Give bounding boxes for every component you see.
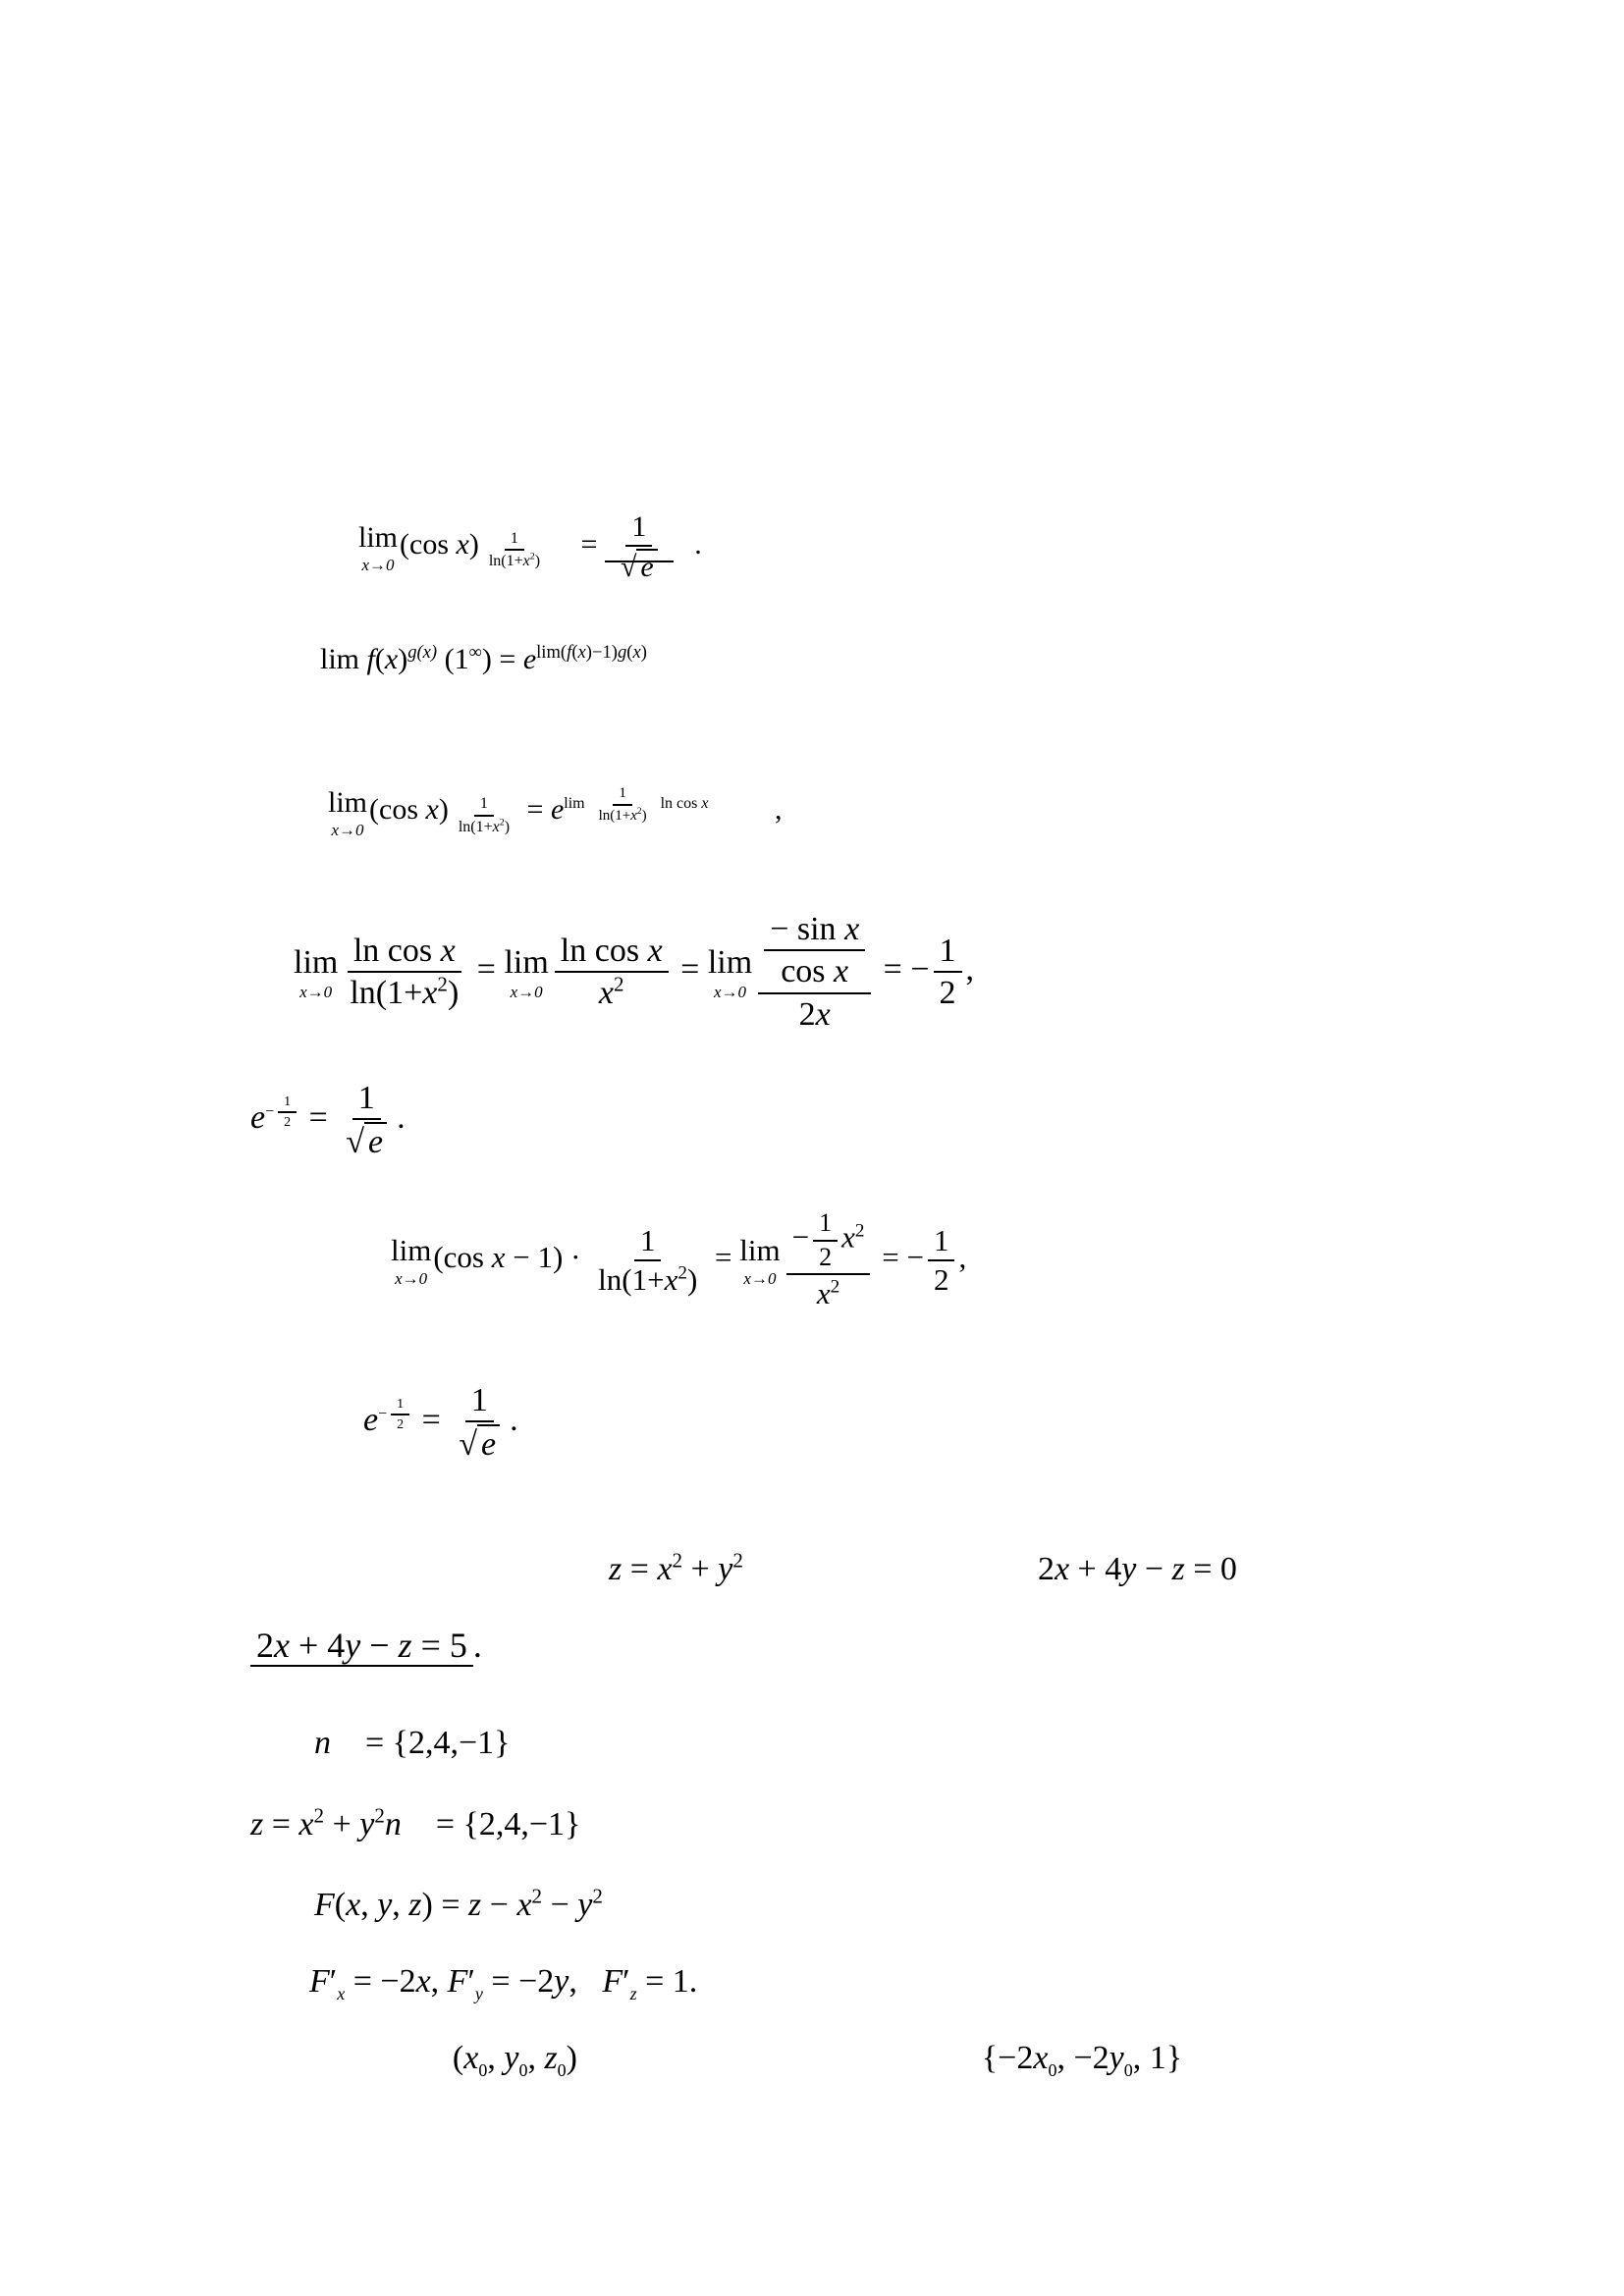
- p1-analysis-line1: $\lim f(x)^{g(x)}$ $(1^\infty) = e^{lim(f(x)-1)g(x)}$: [320, 642, 647, 675]
- problem-2-answer: 2x + 4y − z = 5 .: [250, 1625, 482, 1666]
- p1-detail1-line: lim x→0 (cos x) $\frac{1}{\ln(1+x^2)}$ = $e^{lim \frac{1}{\ln(1+x^2)} ln cos x}$ ,: [328, 785, 783, 839]
- p1-detail1-result: $e^{- \frac{1}{2}}$ = $\frac{1}{√ e}$ .: [250, 1080, 406, 1161]
- p2-partials: $F'_x = -2x$, $F'_y = -2y$, $F'_z = 1$.: [309, 1963, 698, 2003]
- p1-detail2-line: lim x→0 (cos x − 1) · $\frac{1}{\ln(1+x^2)}$ = lim x→0 − $\frac{1}{2}$ $x^2$ $x^2$ = − $\frac{1}{2}$ ,: [391, 1208, 967, 1311]
- p2-detail-line1: F(x, y, $z) = z - x^2 - y^2$: [314, 1884, 603, 1923]
- p1-detail1-chain: lim x→0 $\frac{\text{ln cos x}}{\ln(1+x^2)}$ = lim x→0 $\frac{\text{ln cos x}}{x^2}$ = lim x→0 $\frac{\frac{\text{− sin x}}{\text{cos x}}}{2x}$ = − $\frac{1}{2}$ ,: [294, 911, 975, 1033]
- problem-2-statement: $z = x^2 + y^2$ 2x + 4y − z = 0: [609, 1548, 1237, 1587]
- p2-analysis-line1: n⃗ = {2,4,−1}: [314, 1725, 511, 1761]
- p2-detail-line3: ($x_0$, $y_0$, $z_0$) {$-2x_0$, $-2y_0$, 1}: [452, 2040, 1183, 2080]
- p2-analysis-line2: $z = x^2$ + $y^2n⃗ = \{2,4,-1\}$: [250, 1803, 581, 1842]
- problem-1-expression: lim x→0 (cos x) $\frac{1}{\ln(1+x^2)}$ = $\frac{1}{√ e}$ .: [358, 510, 702, 583]
- p1-detail2-result: $e^{- \frac{1}{2}}$ = $\frac{1}{√ e}$ .: [363, 1382, 518, 1464]
- problem-1-statement: [319, 510, 702, 583]
